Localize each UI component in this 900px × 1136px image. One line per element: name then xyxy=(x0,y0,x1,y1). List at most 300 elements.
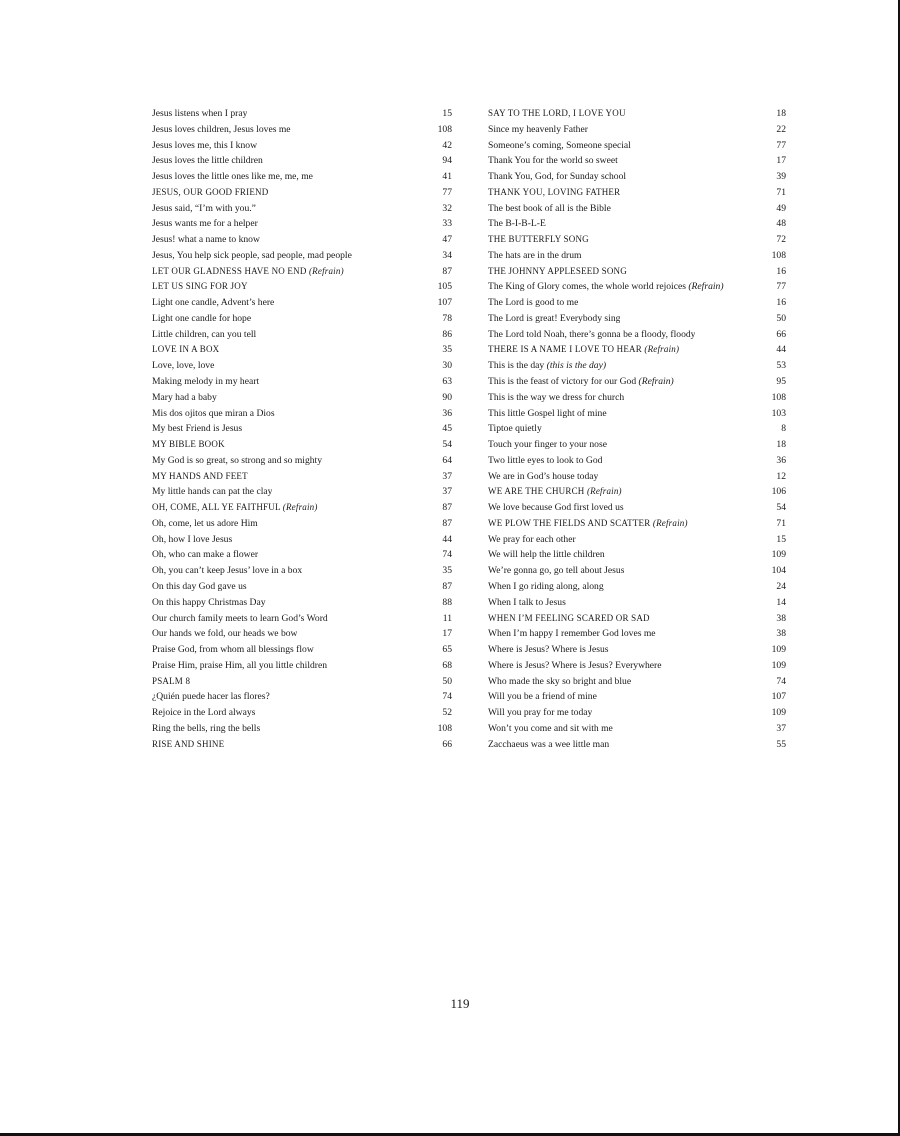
index-left-column xyxy=(152,106,452,752)
index-entry xyxy=(488,595,786,611)
entry-page: 37 xyxy=(776,722,786,734)
entry-title-text: Won’t you come and sit with me xyxy=(488,722,613,734)
entry-title-text: PSALM 8 xyxy=(152,675,191,686)
entry-title-text: Jesus listens when I pray xyxy=(152,108,248,119)
entry-page: 39 xyxy=(776,171,786,183)
entry-title xyxy=(488,642,609,658)
entry-page: 86 xyxy=(442,328,452,340)
entry-page: 14 xyxy=(776,596,786,608)
entry-title xyxy=(488,311,620,327)
entry-page: 88 xyxy=(442,596,452,608)
entry-title xyxy=(488,106,626,122)
entry-page: 64 xyxy=(442,454,452,466)
entry-title-text: The Lord is great! Everybody sing xyxy=(488,312,621,324)
entry-title-text: Mary had a baby xyxy=(152,391,217,403)
entry-page: 33 xyxy=(442,218,452,230)
entry-title xyxy=(152,563,302,579)
entry-page: 32 xyxy=(442,202,452,214)
entry-page: 66 xyxy=(442,738,452,750)
index-right-column xyxy=(488,106,786,752)
entry-page: 109 xyxy=(771,644,786,656)
entry-page: 53 xyxy=(776,360,786,372)
entry-title-text: The Lord told Noah, there’s gonna be a floody, floody xyxy=(488,328,696,340)
entry-title-text: Oh, how I love Jesus xyxy=(152,533,233,545)
entry-title xyxy=(488,122,588,138)
index-entry xyxy=(152,311,452,327)
index-entry xyxy=(152,153,452,169)
entry-title-text: Who made the sky so bright and blue xyxy=(488,675,632,687)
index-entry xyxy=(152,595,452,611)
entry-title-text: THERE IS A NAME I LOVE TO HEAR xyxy=(488,344,642,355)
entry-page: 47 xyxy=(442,234,452,246)
index-entry xyxy=(488,484,786,500)
entry-title-text: Where is Jesus? Where is Jesus xyxy=(488,644,609,656)
index-entry xyxy=(152,437,452,453)
entry-title xyxy=(152,138,257,154)
entry-title-text: Light one candle, Advent’s here xyxy=(152,297,275,309)
entry-page: 18 xyxy=(776,108,786,119)
entry-title-text: My best Friend is Jesus xyxy=(152,423,243,435)
entry-title xyxy=(152,201,256,217)
index-entry xyxy=(152,469,452,485)
entry-title xyxy=(488,342,679,358)
index-entry xyxy=(152,279,452,295)
entry-title-text: MY BIBLE BOOK xyxy=(152,439,225,450)
entry-title xyxy=(152,374,259,390)
entry-page: 35 xyxy=(442,344,452,356)
entry-title-text: Jesus loves children, Jesus loves me xyxy=(152,123,291,135)
index-entry xyxy=(488,563,786,579)
index-entry xyxy=(152,500,452,516)
index-entry xyxy=(488,342,786,358)
index-entry xyxy=(488,327,786,343)
entry-title xyxy=(152,342,219,358)
entry-page: 24 xyxy=(776,580,786,592)
entry-title-text: We are in God’s house today xyxy=(488,470,599,482)
entry-title xyxy=(488,169,626,185)
entry-title-text: THE BUTTERFLY SONG xyxy=(488,234,589,245)
entry-title-text: Two little eyes to look to God xyxy=(488,454,603,466)
entry-page: 45 xyxy=(442,423,452,435)
entry-title-text: Thank You for the world so sweet xyxy=(488,155,618,167)
index-entry xyxy=(488,737,786,753)
entry-title xyxy=(152,216,258,232)
entry-title xyxy=(152,611,328,627)
entry-note: (Refrain) xyxy=(586,486,622,497)
entry-title xyxy=(152,327,256,343)
entry-title-text: We pray for each other xyxy=(488,533,576,545)
entry-title xyxy=(488,737,609,753)
entry-title-text: On this day God gave us xyxy=(152,580,247,592)
entry-title-text: Rejoice in the Lord always xyxy=(152,707,256,719)
entry-title xyxy=(152,248,352,264)
entry-title xyxy=(488,721,613,737)
entry-page: 55 xyxy=(776,738,786,750)
index-entry xyxy=(488,138,786,154)
entry-page: 68 xyxy=(442,659,452,671)
entry-page: 63 xyxy=(442,376,452,388)
index-entry xyxy=(488,390,786,406)
entry-page: 77 xyxy=(776,139,786,151)
entry-page: 94 xyxy=(442,155,452,167)
entry-title-text: Ring the bells, ring the bells xyxy=(152,722,261,734)
index-entry xyxy=(488,201,786,217)
entry-page: 17 xyxy=(776,155,786,167)
entry-title xyxy=(152,689,270,705)
index-entry xyxy=(488,658,786,674)
entry-title xyxy=(152,674,190,690)
index-entry xyxy=(152,674,452,690)
entry-title-text: THE JOHNNY APPLESEED SONG xyxy=(488,265,627,276)
index-entry xyxy=(488,626,786,642)
entry-title xyxy=(152,705,255,721)
entry-title xyxy=(152,484,272,500)
entry-title-text: This is the day xyxy=(488,360,545,372)
entry-title xyxy=(488,611,650,627)
entry-title-text: The Lord is good to me xyxy=(488,297,579,309)
index-entry xyxy=(488,248,786,264)
entry-title xyxy=(152,721,260,737)
index-entry xyxy=(152,737,452,753)
entry-title-text: When I go riding along, along xyxy=(488,580,604,592)
index-entry xyxy=(152,342,452,358)
entry-note: (Refrain) xyxy=(688,281,724,293)
entry-page: 49 xyxy=(776,202,786,214)
entry-title-text: Thank You, God, for Sunday school xyxy=(488,171,627,183)
entry-page: 109 xyxy=(771,707,786,719)
entry-title-text: Our church family meets to learn God’s Word xyxy=(152,612,328,624)
entry-title-text: On this happy Christmas Day xyxy=(152,596,266,608)
entry-title xyxy=(152,453,322,469)
index-entry xyxy=(152,705,452,721)
entry-page: 108 xyxy=(771,391,786,403)
entry-title-text: When I’m happy I remember God loves me xyxy=(488,628,656,640)
entry-title xyxy=(488,437,607,453)
entry-page: 44 xyxy=(776,344,786,356)
index-entry xyxy=(488,295,786,311)
entry-title xyxy=(152,642,314,658)
entry-title xyxy=(152,311,251,327)
entry-title-text: Praise Him, praise Him, all you little children xyxy=(152,659,328,671)
index-entry xyxy=(488,216,786,232)
entry-page: 12 xyxy=(776,470,786,482)
entry-title-text: This is the feast of victory for our God xyxy=(488,376,637,388)
entry-title-text: Tiptoe quietly xyxy=(488,423,542,435)
entry-title-text: Jesus loves me, this I know xyxy=(152,139,257,151)
entry-title-text: OH, COME, ALL YE FAITHFUL xyxy=(152,502,281,513)
index-entry xyxy=(152,169,452,185)
entry-title xyxy=(152,406,275,422)
entry-title-text: Where is Jesus? Where is Jesus? Everywhere xyxy=(488,659,662,671)
entry-page: 50 xyxy=(776,312,786,324)
entry-page: 87 xyxy=(442,502,452,514)
entry-title xyxy=(488,516,688,532)
index-entry xyxy=(152,295,452,311)
entry-note: (Refrain) xyxy=(308,265,344,276)
entry-title xyxy=(488,295,578,311)
entry-title xyxy=(488,374,674,390)
entry-title-text: THANK YOU, LOVING FATHER xyxy=(488,186,621,197)
entry-title-text: Our hands we fold, our heads we bow xyxy=(152,628,298,640)
index-entry xyxy=(488,264,786,280)
entry-title xyxy=(488,674,631,690)
entry-title xyxy=(488,453,602,469)
entry-page: 8 xyxy=(781,423,786,435)
entry-title xyxy=(488,216,546,232)
entry-page: 106 xyxy=(771,486,786,498)
entry-title xyxy=(152,232,260,248)
index-entry xyxy=(152,390,452,406)
index-entry xyxy=(152,248,452,264)
entry-title-text: Someone’s coming, Someone special xyxy=(488,139,631,151)
entry-title-text: Jesus! what a name to know xyxy=(152,234,260,246)
entry-title-text: MY HANDS AND FEET xyxy=(152,470,248,481)
entry-page: 42 xyxy=(442,139,452,151)
index-entry xyxy=(488,721,786,737)
entry-title xyxy=(488,563,624,579)
index-entry xyxy=(488,122,786,138)
entry-title xyxy=(488,248,582,264)
entry-note: (Refrain) xyxy=(644,344,680,355)
index-entry xyxy=(152,264,452,280)
entry-page: 104 xyxy=(771,565,786,577)
entry-page: 54 xyxy=(442,439,452,451)
entry-title xyxy=(488,153,618,169)
entry-title-text: Little children, can you tell xyxy=(152,328,257,340)
index-entry xyxy=(152,642,452,658)
index-entry xyxy=(488,106,786,122)
entry-title xyxy=(152,295,274,311)
entry-title-text: Will you pray for me today xyxy=(488,707,593,719)
entry-title-text: LET OUR GLADNESS HAVE NO END xyxy=(152,265,307,276)
entry-title-text: Love, love, love xyxy=(152,360,215,372)
index-entry xyxy=(488,185,786,201)
entry-title xyxy=(488,547,605,563)
index-entry xyxy=(488,611,786,627)
entry-title xyxy=(488,406,607,422)
index-entry xyxy=(488,579,786,595)
entry-title-text: We’re gonna go, go tell about Jesus xyxy=(488,565,625,577)
entry-page: 16 xyxy=(776,265,786,277)
entry-title xyxy=(488,705,592,721)
entry-title xyxy=(488,232,589,248)
entry-title xyxy=(488,626,656,642)
entry-title-text: Jesus loves the little children xyxy=(152,155,263,167)
index-entry xyxy=(152,358,452,374)
entry-page: 71 xyxy=(776,517,786,529)
entry-page: 78 xyxy=(442,312,452,324)
entry-title xyxy=(152,185,268,201)
entry-title-text: Zacchaeus was a wee little man xyxy=(488,738,610,750)
index-entry xyxy=(488,453,786,469)
index-entry xyxy=(152,516,452,532)
entry-page: 65 xyxy=(442,644,452,656)
index-entry xyxy=(488,705,786,721)
entry-page: 15 xyxy=(442,108,452,119)
entry-title xyxy=(152,279,248,295)
entry-title xyxy=(152,658,327,674)
index-entry xyxy=(152,453,452,469)
entry-page: 87 xyxy=(442,580,452,592)
entry-title xyxy=(488,390,624,406)
entry-page: 38 xyxy=(776,612,786,624)
entry-title-text: Jesus said, “I’m with you.” xyxy=(152,202,256,214)
entry-page: 71 xyxy=(776,186,786,198)
index-entry xyxy=(152,374,452,390)
index-entry xyxy=(488,169,786,185)
entry-page: 22 xyxy=(776,123,786,135)
index-entry xyxy=(488,437,786,453)
entry-title-text: This little Gospel light of mine xyxy=(488,407,607,419)
entry-page: 30 xyxy=(442,360,452,372)
entry-title-text: WE ARE THE CHURCH xyxy=(488,486,585,497)
entry-title xyxy=(152,122,291,138)
index-entry xyxy=(152,406,452,422)
index-entry xyxy=(488,311,786,327)
index-entry xyxy=(488,674,786,690)
entry-page: 74 xyxy=(442,549,452,561)
entry-page: 38 xyxy=(776,628,786,640)
entry-title-text: Since my heavenly Father xyxy=(488,123,588,135)
entry-page: 11 xyxy=(442,612,452,624)
entry-title xyxy=(488,532,576,548)
entry-title-text: WE PLOW THE FIELDS AND SCATTER xyxy=(488,517,651,528)
entry-title xyxy=(152,595,266,611)
entry-title xyxy=(488,264,627,280)
entry-page: 41 xyxy=(442,171,452,183)
entry-title xyxy=(488,185,620,201)
entry-title xyxy=(488,138,631,154)
entry-title-text: The hats are in the drum xyxy=(488,249,582,261)
entry-title xyxy=(152,153,263,169)
index-entry xyxy=(152,201,452,217)
index-entry xyxy=(152,216,452,232)
entry-page: 107 xyxy=(771,691,786,703)
entry-title xyxy=(152,737,224,753)
index-entry xyxy=(488,406,786,422)
entry-page: 37 xyxy=(442,470,452,482)
entry-title-text: Oh, who can make a flower xyxy=(152,549,259,561)
index-entry xyxy=(152,106,452,122)
entry-title xyxy=(488,689,597,705)
entry-page: 95 xyxy=(776,376,786,388)
entry-title-text: Making melody in my heart xyxy=(152,376,260,388)
entry-page: 15 xyxy=(776,533,786,545)
entry-page: 108 xyxy=(771,249,786,261)
entry-title-text: Praise God, from whom all blessings flow xyxy=(152,644,314,656)
entry-title xyxy=(152,500,318,516)
index-entry xyxy=(488,279,786,295)
entry-page: 18 xyxy=(776,439,786,451)
index-entry xyxy=(152,689,452,705)
index-entry xyxy=(152,327,452,343)
entry-title xyxy=(152,358,214,374)
entry-title xyxy=(152,547,258,563)
index-entry xyxy=(152,185,452,201)
entry-page: 50 xyxy=(442,675,452,687)
entry-title-text: This is the way we dress for church xyxy=(488,391,625,403)
entry-title xyxy=(152,626,297,642)
entry-title-text: The B-I-B-L-E xyxy=(488,218,546,230)
entry-page: 87 xyxy=(442,265,452,277)
entry-title xyxy=(488,484,622,500)
entry-title-text: Oh, you can’t keep Jesus’ love in a box xyxy=(152,565,303,577)
entry-page: 72 xyxy=(776,234,786,246)
index-entry xyxy=(152,721,452,737)
entry-page: 36 xyxy=(776,454,786,466)
index-entry xyxy=(152,547,452,563)
entry-title xyxy=(152,421,242,437)
entry-title xyxy=(488,421,542,437)
entry-title-text: LET US SING FOR JOY xyxy=(152,281,248,292)
entry-page: 54 xyxy=(776,502,786,514)
entry-page: 48 xyxy=(776,218,786,230)
entry-page: 108 xyxy=(437,123,452,135)
entry-note: (Refrain) xyxy=(638,376,674,388)
entry-title xyxy=(488,500,624,516)
entry-page: 44 xyxy=(442,533,452,545)
entry-title xyxy=(488,201,611,217)
entry-title xyxy=(152,106,247,122)
index-entry xyxy=(488,469,786,485)
entry-page: 109 xyxy=(771,549,786,561)
entry-title-text: My God is so great, so strong and so mighty xyxy=(152,454,323,466)
entry-page: 107 xyxy=(437,297,452,309)
entry-title xyxy=(488,658,662,674)
index-entry xyxy=(488,500,786,516)
entry-page: 77 xyxy=(442,186,452,198)
entry-note: (Refrain) xyxy=(282,502,318,513)
index-entry xyxy=(488,421,786,437)
index-entry xyxy=(488,232,786,248)
index-entry xyxy=(488,374,786,390)
entry-title-text: Touch your finger to your nose xyxy=(488,439,607,451)
entry-title-text: Jesus loves the little ones like me, me, me xyxy=(152,171,313,183)
index-entry xyxy=(152,626,452,642)
index-entry xyxy=(488,516,786,532)
entry-page: 35 xyxy=(442,565,452,577)
index-entry xyxy=(488,547,786,563)
entry-page: 103 xyxy=(771,407,786,419)
entry-title-text: My little hands can pat the clay xyxy=(152,486,273,498)
entry-title xyxy=(152,516,258,532)
entry-title xyxy=(152,579,247,595)
index-entry xyxy=(152,138,452,154)
index-entry xyxy=(488,642,786,658)
entry-title xyxy=(488,579,604,595)
entry-title-text: Mis dos ojitos que miran a Dios xyxy=(152,407,275,419)
index-entry xyxy=(152,611,452,627)
entry-title-text: Jesus, You help sick people, sad people, mad people xyxy=(152,249,352,261)
entry-page: 66 xyxy=(776,328,786,340)
index-entry xyxy=(152,658,452,674)
entry-title-text: We love because God first loved us xyxy=(488,502,624,514)
entry-title-text: The King of Glory comes, the whole world rejoices xyxy=(488,281,686,293)
entry-page: 90 xyxy=(442,391,452,403)
entry-page: 17 xyxy=(442,628,452,640)
entry-title-text: We will help the little children xyxy=(488,549,605,561)
entry-page: 105 xyxy=(437,281,452,293)
entry-page: 109 xyxy=(771,659,786,671)
entry-page: 74 xyxy=(442,691,452,703)
entry-title-text: ¿Quién puede hacer las flores? xyxy=(152,691,270,703)
index-entry xyxy=(152,579,452,595)
index-entry xyxy=(152,563,452,579)
entry-title-text: Jesus wants me for a helper xyxy=(152,218,258,230)
entry-title-text: Will you be a friend of mine xyxy=(488,691,597,703)
entry-title-text: WHEN I’M FEELING SCARED OR SAD xyxy=(488,612,650,623)
entry-title xyxy=(152,437,225,453)
